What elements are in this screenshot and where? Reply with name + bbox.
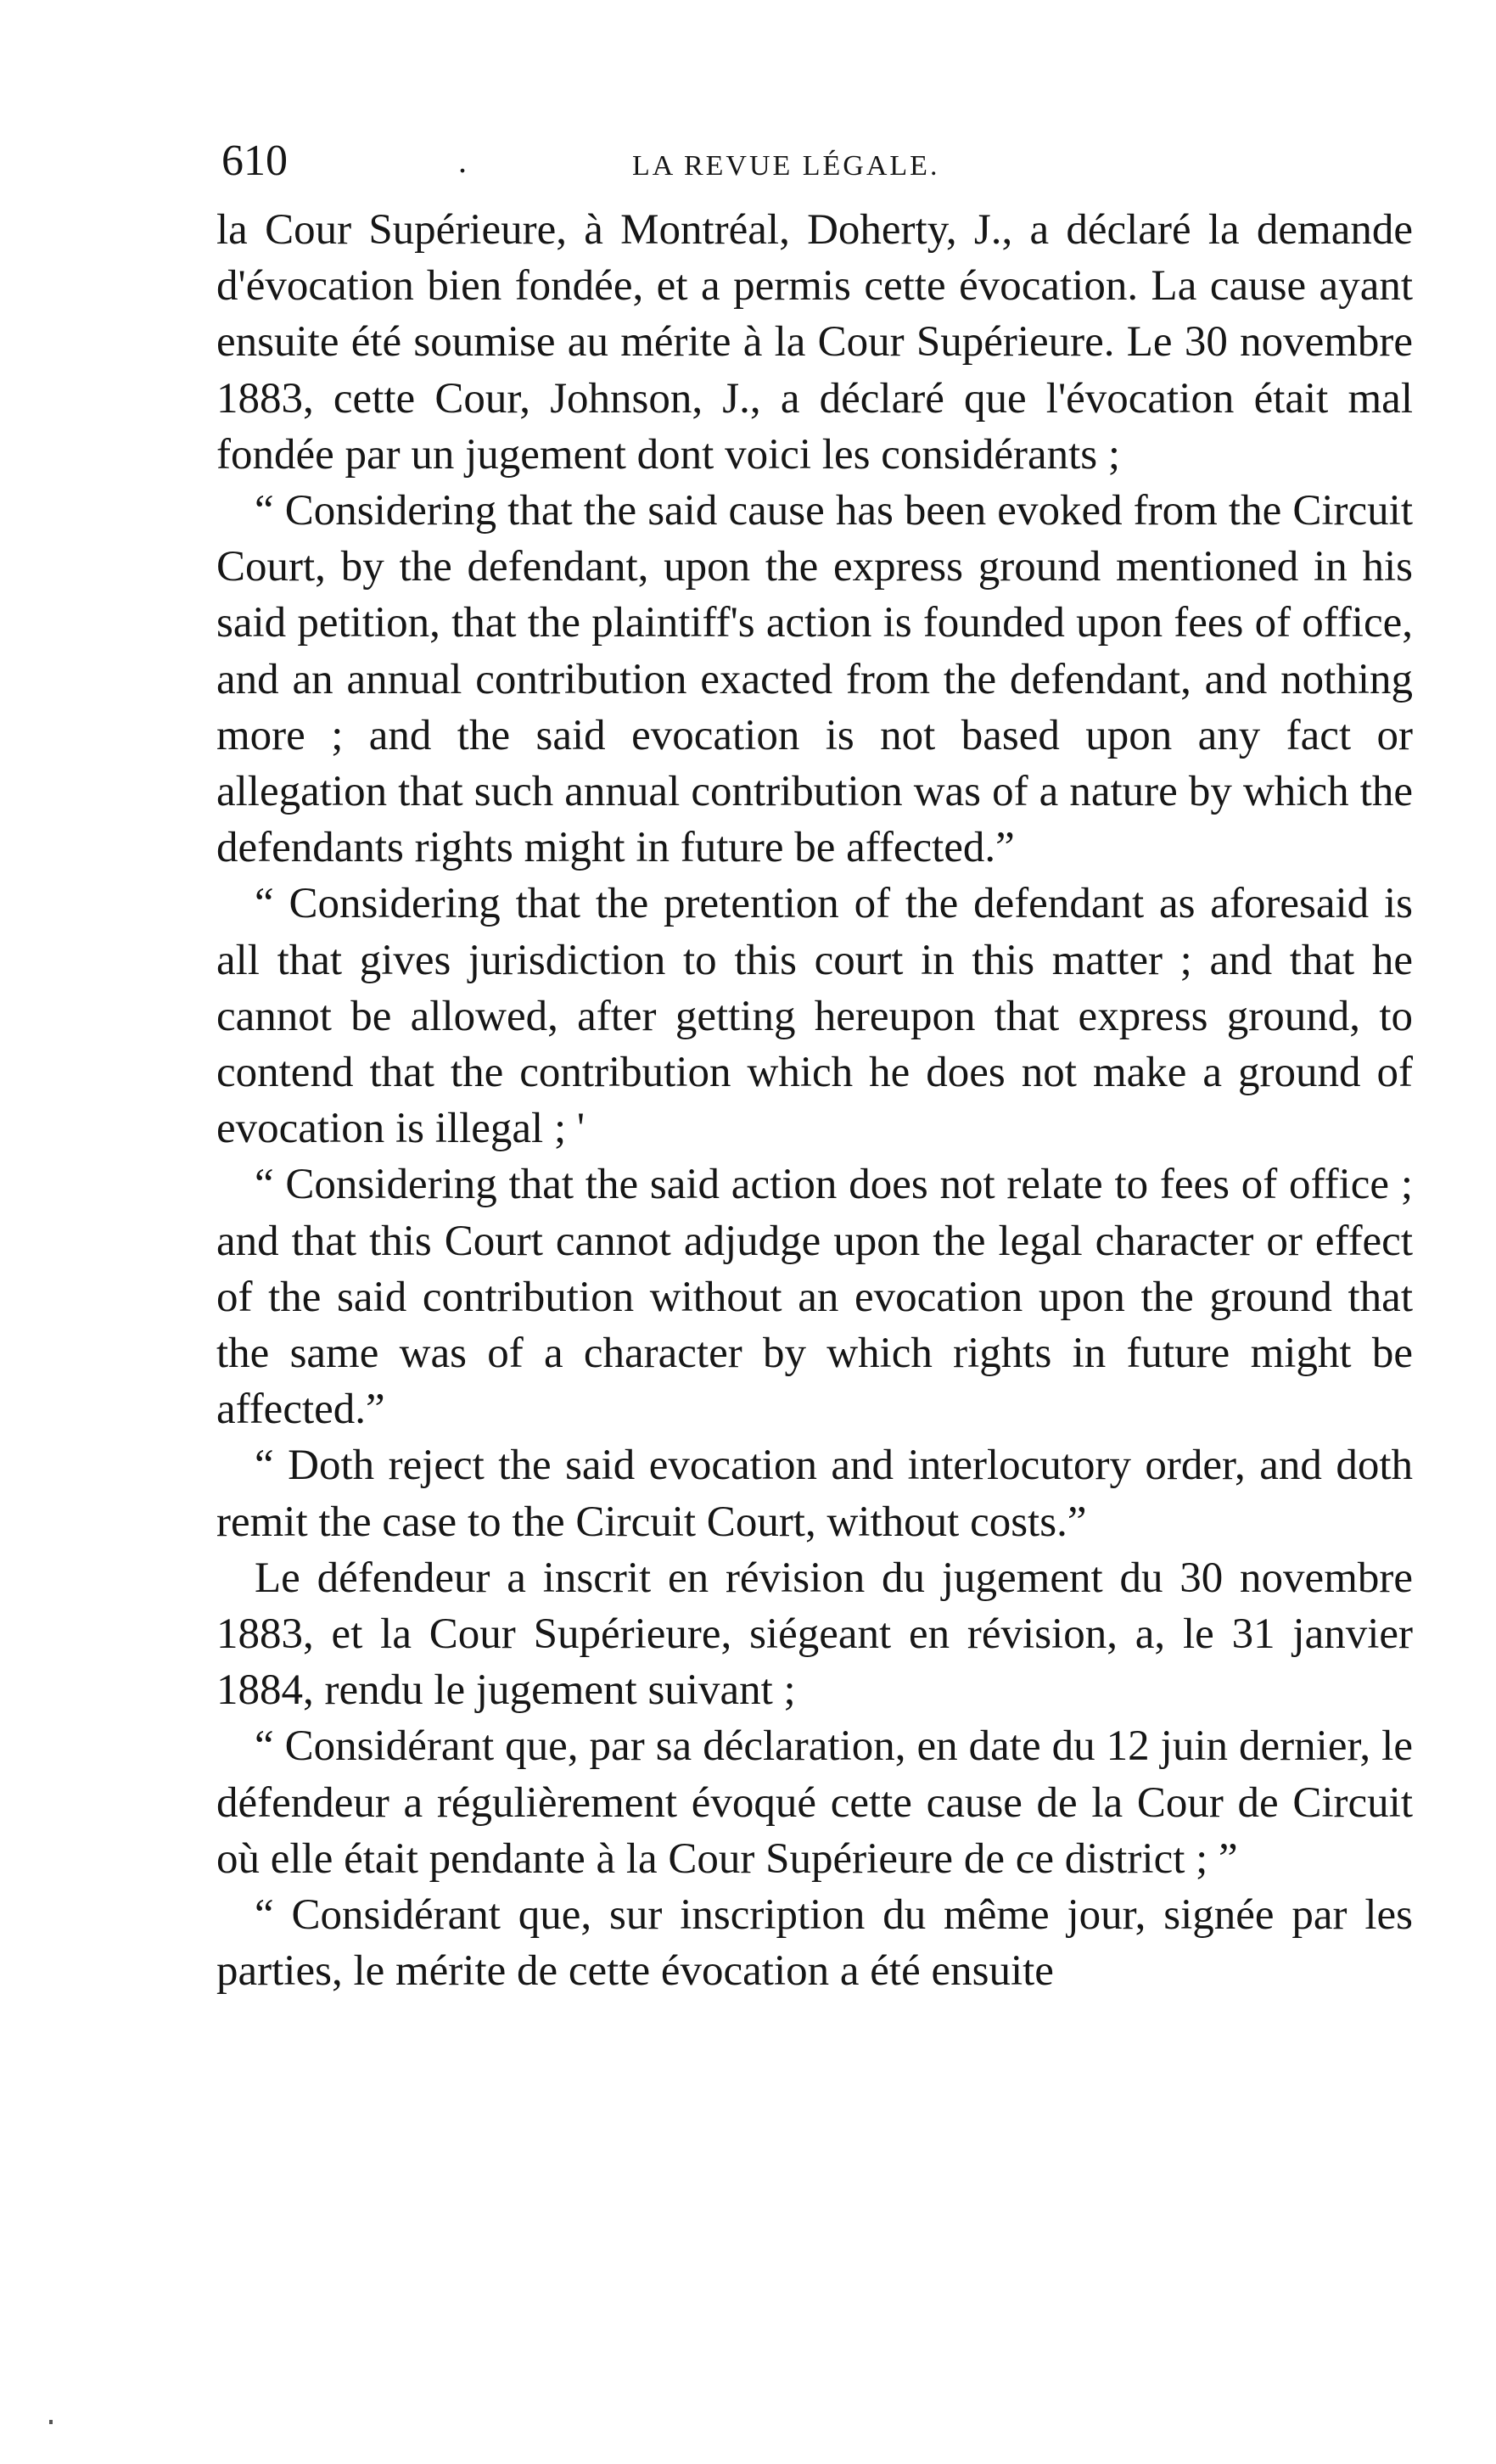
paragraph-considering-2: “ Considering that the pretention of the defendant as aforesaid is all that gives jurisdiction to this court in this matter ; and that he cannot be allowed, after getting hereupon that express ground, to contend that the contribution which he does not make a ground of evocation is illegal ; ' bbox=[216, 880, 1413, 1153]
paragraph-considering-3: “ Considering that the said action does not relate to fees of office ; and that this Court cannot adjudge upon the legal character or effect of the said contribution without an evocation upon the ground that the same was of a character by which rights in future might be affected.” bbox=[216, 1161, 1413, 1434]
running-title: LA REVUE LÉGALE. bbox=[632, 150, 940, 182]
paragraph-intro: la Cour Supérieure, à Montréal, Doherty, J., a déclaré la demande d'évocation bien fondée, et a permis cette évocation. La cause ayant ensuite été soumise au mérite à la Cour Supérieure. Le 30 novembre 1883, cette Cour, Johnson, J., a déclaré que l'évocation était mal fondée par un jugement dont voici les considérants ; bbox=[216, 206, 1413, 479]
paragraph-considerant-2: “ Considérant que, sur inscription du même jour, signée par les parties, le mérite de cette évocation a été ensuite bbox=[216, 1891, 1413, 1996]
running-head bbox=[216, 127, 1413, 195]
header-separator: . bbox=[458, 142, 467, 180]
paragraph-considerant-1: “ Considérant que, par sa déclaration, en date du 12 juin dernier, le défendeur a régulièrement évoqué cette cause de la Cour de Circuit où elle était pendante à la Cour Supérieure de ce district ; ” bbox=[216, 1722, 1413, 1883]
paragraph-considering-1: “ Considering that the said cause has been evoked from the Circuit Court, by the defendant, upon the express ground mentioned in his said petition, that the plaintiff's action is founded upon fees of office, and an annual contribution exacted from the defendant, and nothing more ; and the said evocation is not based upon any fact or allegation that such annual contribution was of a nature by which the defendants rights might in future be affected.” bbox=[216, 487, 1413, 872]
body-text bbox=[216, 202, 1413, 2000]
margin-speck bbox=[49, 2420, 53, 2424]
page-number: 610 bbox=[221, 137, 288, 185]
paragraph-doth-reject: “ Doth reject the said evocation and interlocutory order, and doth remit the case to the Circuit Court, without costs.” bbox=[216, 1442, 1413, 1546]
book-page bbox=[216, 127, 1413, 2000]
paragraph-revision: Le défendeur a inscrit en révision du jugement du 30 novembre 1883, et la Cour Supérieure, siégeant en révision, a, le 31 janvier 1884, rendu le jugement suivant ; bbox=[216, 1554, 1413, 1715]
